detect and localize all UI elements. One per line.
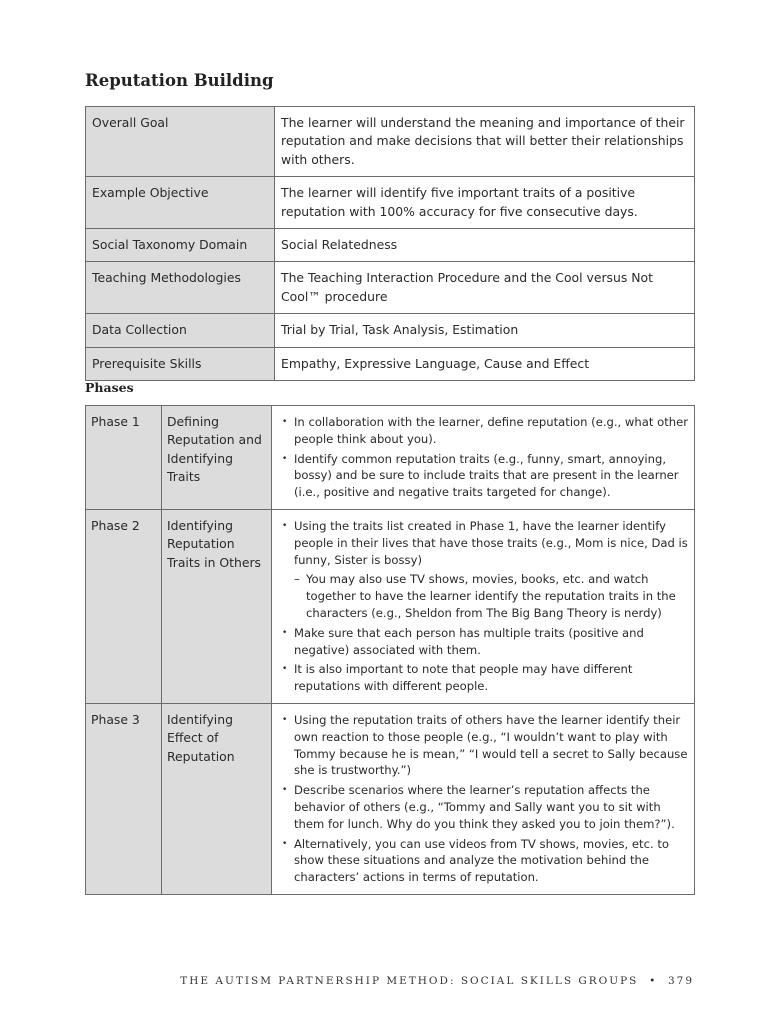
footer-text: THE AUTISM PARTNERSHIP METHOD: SOCIAL SKILLS GROUPS (180, 975, 639, 987)
phase-bullet: • Alternatively, you can use videos from TV shows, movies, etc. to show these situations and analyze the motivation behind the characters’ actions in terms of reputation. (278, 836, 688, 886)
phase-detail (272, 406, 695, 510)
phase-name: Identifying Effect of Reputation (162, 703, 272, 894)
summary-table (85, 106, 695, 381)
summary-label: Social Taxonomy Domain (86, 229, 275, 262)
summary-label: Data Collection (86, 314, 275, 347)
summary-label: Overall Goal (86, 107, 275, 177)
phases-table (85, 405, 695, 895)
summary-label: Prerequisite Skills (86, 347, 275, 380)
phase-bullet: • Using the reputation traits of others have the learner identify their own reaction to those people (e.g., “I wouldn’t want to play with Tommy because he is mean,” “I would tell a secret to Sally because she is trustworthy.”) (278, 712, 688, 779)
phase-name: Defining Reputation and Identifying Traits (162, 406, 272, 510)
summary-value: Social Relatedness (275, 229, 695, 262)
summary-row-teaching-methodologies (86, 262, 695, 314)
page-footer (180, 975, 694, 987)
summary-row-data-collection (86, 314, 695, 347)
summary-value: Trial by Trial, Task Analysis, Estimation (275, 314, 695, 347)
summary-label: Teaching Methodologies (86, 262, 275, 314)
phase-bullet: • Identify common reputation traits (e.g., funny, smart, annoying, bossy) and be sure to include traits that are present in the learner (i.e., positive and negative traits targeted for change). (278, 451, 688, 501)
summary-row-social-taxonomy-domain (86, 229, 695, 262)
phase-row-3 (86, 703, 695, 894)
summary-value: Empathy, Expressive Language, Cause and Effect (275, 347, 695, 380)
phase-label: Phase 2 (86, 509, 162, 703)
phase-detail (272, 703, 695, 894)
summary-value: The Teaching Interaction Procedure and the Cool versus Not Cool™ procedure (275, 262, 695, 314)
summary-row-example-objective (86, 177, 695, 229)
summary-row-prerequisite-skills (86, 347, 695, 380)
phase-label: Phase 1 (86, 406, 162, 510)
summary-value: The learner will identify five important traits of a positive reputation with 100% accuracy for five consecutive days. (275, 177, 695, 229)
summary-value: The learner will understand the meaning and importance of their reputation and make decisions that will better their relationships with others. (275, 107, 695, 177)
phases-heading: Phases (85, 380, 134, 395)
phase-bullet: • In collaboration with the learner, define reputation (e.g., what other people think about you). (278, 414, 688, 448)
phase-bullet: • Make sure that each person has multiple traits (positive and negative) associated with them. (278, 625, 688, 659)
phase-bullet: • Using the traits list created in Phase 1, have the learner identify people in their lives that have those traits (e.g., Mom is nice, Dad is funny, Sister is bossy) (278, 518, 688, 568)
footer-separator: • (649, 975, 658, 987)
phase-row-2 (86, 509, 695, 703)
page-title: Reputation Building (85, 71, 274, 90)
phase-name: Identifying Reputation Traits in Others (162, 509, 272, 703)
phase-bullet: • It is also important to note that people may have different reputations with different people. (278, 661, 688, 695)
page-number: 379 (667, 975, 694, 987)
phase-label: Phase 3 (86, 703, 162, 894)
summary-label: Example Objective (86, 177, 275, 229)
phase-bullet: • Describe scenarios where the learner’s reputation affects the behavior of others (e.g., “Tommy and Sally want you to sit with them for lunch. Why do you think they asked you to join them?”). (278, 782, 688, 832)
phase-row-1 (86, 406, 695, 510)
phase-subbullet: – You may also use TV shows, movies, books, etc. and watch together to have the learner identify the reputation traits in the characters (e.g., Sheldon from The Big Bang Theory is nerdy) (278, 571, 688, 621)
phase-detail (272, 509, 695, 703)
summary-row-overall-goal (86, 107, 695, 177)
